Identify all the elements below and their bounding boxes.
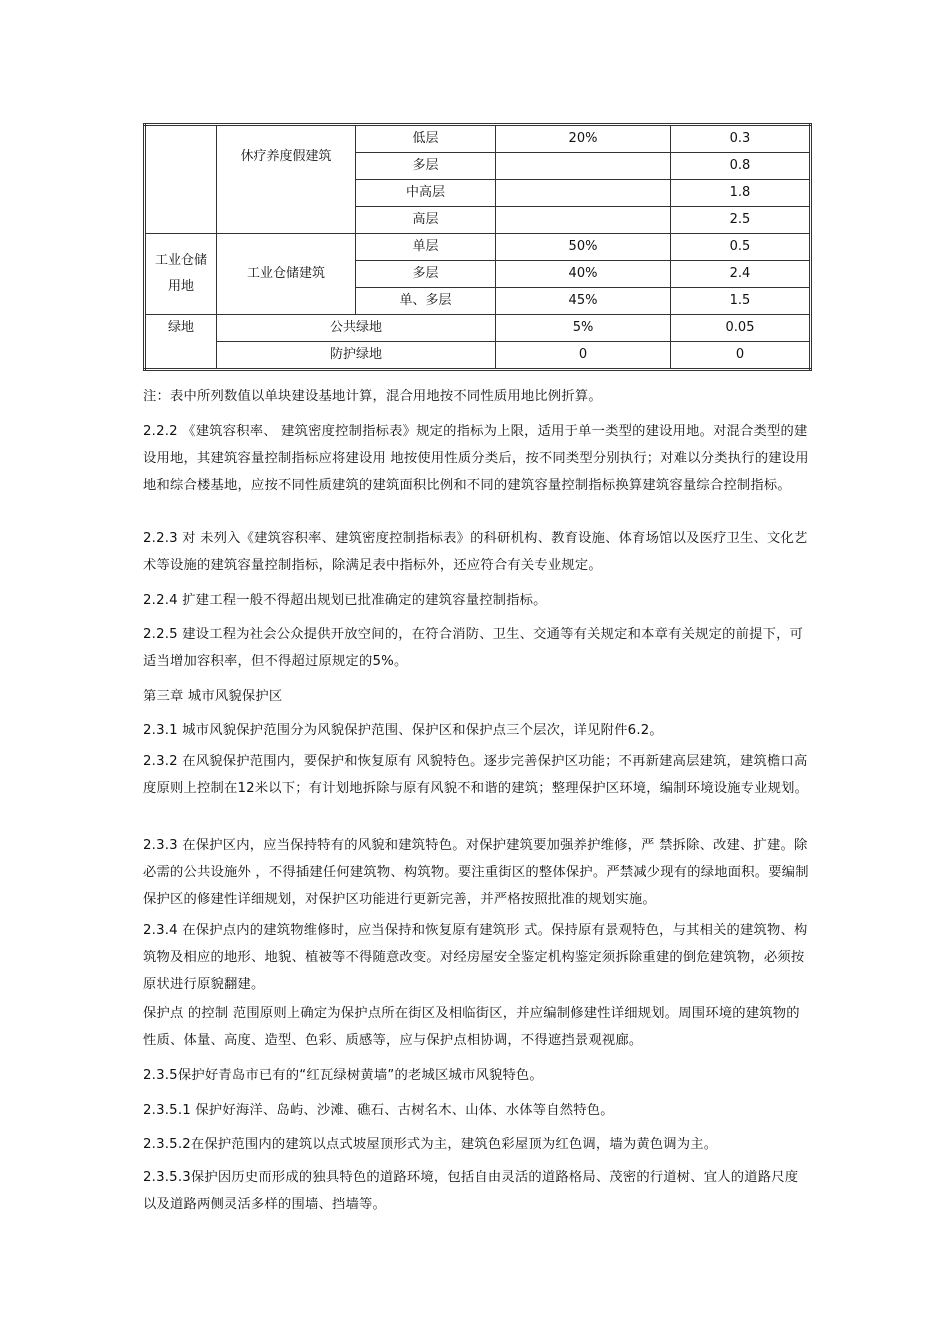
table-cell-density: 40% xyxy=(496,261,671,288)
table-cell-density xyxy=(496,180,671,207)
table-cell-type: 多层 xyxy=(356,261,496,288)
paragraph-2-3-1: 2.3.1 城市风貌保护范围分为风貌保护范围、保护区和保护点三个层次，详见附件6.2。 xyxy=(143,723,663,738)
paragraph-2-3-5: 2.3.5保护好青岛市已有的“红瓦绿树黄墙”的老城区城市风貌特色。 xyxy=(143,1068,543,1083)
paragraph-2-3-5-1: 2.3.5.1 保护好海洋、岛屿、沙滩、礁石、古树名木、山体、水体等自然特色。 xyxy=(143,1103,614,1118)
table-cell-far: 0 xyxy=(671,342,811,370)
table-cell-density: 50% xyxy=(496,234,671,261)
table-cell-far: 0.5 xyxy=(671,234,811,261)
table-cell-density: 45% xyxy=(496,288,671,315)
table-cell-category xyxy=(145,125,217,234)
table-cell-far: 0.3 xyxy=(671,125,811,153)
table-cell-type: 单层 xyxy=(356,234,496,261)
paragraph-2-3-5-3: 2.3.5.3保护因历史而形成的独具特色的道路环境，包括自由灵活的道路格局、茂密的行道树、宜人的道路尺度以及道路两侧灵活多样的围墙、挡墙等。 xyxy=(143,1170,799,1212)
table-row xyxy=(145,125,811,153)
table-cell-type: 高层 xyxy=(356,207,496,234)
table-cell-category: 绿地 xyxy=(145,315,217,370)
table-cell-subcategory: 工业仓储建筑 xyxy=(217,234,356,315)
table-cell-far: 0.05 xyxy=(671,315,811,342)
table-note: 注：表中所列数值以单块建设基地计算，混合用地按不同性质用地比例折算。 xyxy=(143,389,602,404)
paragraph-2-2-4: 2.2.4 扩建工程一般不得超出规划已批准确定的建筑容量控制指标。 xyxy=(143,593,547,608)
table-row xyxy=(145,342,811,370)
table-cell-subcategory: 防护绿地 xyxy=(217,342,496,370)
table-cell-subcategory: 休疗养度假建筑 xyxy=(217,125,356,234)
table-row xyxy=(145,315,811,342)
table-cell-far: 2.5 xyxy=(671,207,811,234)
paragraph-2-3-3: 2.3.3 在保护区内，应当保持特有的风貌和建筑特色。对保护建筑要加强养护维修，严 禁拆除、改建、扩建。除必需的公共设施外 ，不得插建任何建筑物、构筑物。要注重街区的整体保护。严禁减少现有的绿地面积。要编制保护区的修建性详细规划，对保护区功能进行更新完善，并严格按照批准的规划实施。 xyxy=(143,838,809,907)
table-cell-type: 多层 xyxy=(356,153,496,180)
paragraph-2-3-2: 2.3.2 在风貌保护范围内，要保护和恢复原有 风貌特色。逐步完善保护区功能；不再新建高层建筑，建筑檐口高度原则上控制在12米以下；有计划地拆除与原有风貌不和谐的建筑；整理保护区环境，编制环境设施专业规划。 xyxy=(143,754,809,796)
table-cell-far: 2.4 xyxy=(671,261,811,288)
table-cell-type: 低层 xyxy=(356,125,496,153)
chapter-heading: 第三章 城市风貌保护区 xyxy=(143,689,283,704)
table-cell-type: 单、多层 xyxy=(356,288,496,315)
table-cell-category: 工业仓储用地 xyxy=(145,234,217,315)
table-cell-subcategory: 公共绿地 xyxy=(217,315,496,342)
table-cell-density xyxy=(496,153,671,180)
table-cell-far: 0.8 xyxy=(671,153,811,180)
table-cell-density: 0 xyxy=(496,342,671,370)
paragraph-2-2-2: 2.2.2 《建筑容积率、 建筑密度控制指标表》规定的指标为上限，适用于单一类型的建设用地。对混合类型的建 设用地，其建筑容量控制指标应将建设用 地按使用性质分类后，按不同类型分别执行；对难以分类执行的建设用地和综合楼基地，应按不同性质建筑的建筑面积比例和不同的建筑容量控制指标换算建筑容量综合控制指标。 xyxy=(143,424,809,493)
paragraph-2-2-5: 2.2.5 建设工程为社会公众提供开放空间的，在符合消防、卫生、交通等有关规定和本章有关规定的前提下，可适当增加容积率，但不得超过原规定的5%。 xyxy=(143,627,804,669)
table-cell-density: 20% xyxy=(496,125,671,153)
paragraph-2-3-5-2: 2.3.5.2在保护范围内的建筑以点式坡屋顶形式为主，建筑色彩屋顶为红色调，墙为黄色调为主。 xyxy=(143,1137,718,1152)
table-cell-type: 中高层 xyxy=(356,180,496,207)
table-row xyxy=(145,234,811,261)
table-cell-density xyxy=(496,207,671,234)
table-cell-far: 1.8 xyxy=(671,180,811,207)
paragraph-2-2-3: 2.2.3 对 未列入《建筑容积率、建筑密度控制指标表》的科研机构、教育设施、体育场馆以及医疗卫生、文化艺术等设施的建筑容量控制指标，除满足表中指标外，还应符合有关专业规定。 xyxy=(143,531,808,573)
table-cell-far: 1.5 xyxy=(671,288,811,315)
table-cell-density: 5% xyxy=(496,315,671,342)
paragraph-2-3-4: 2.3.4 在保护点内的建筑物维修时，应当保持和恢复原有建筑形 式。保持原有景观特色，与其相关的建筑物、构筑物及相应的地形、地貌、植被等不得随意改变。对经房屋安全鉴定机构鉴定须拆除重建的倒危建筑物，必须按原状进行原貌翻建。 xyxy=(143,923,808,992)
density-control-table xyxy=(143,123,812,371)
paragraph-protection-point: 保护点 的控制 范围原则上确定为保护点所在街区及相临街区，并应编制修建性详细规划。周围环境的建筑物的性质、体量、高度、造型、色彩、质感等，应与保护点相协调，不得遮挡景观视廊。 xyxy=(143,1006,800,1048)
